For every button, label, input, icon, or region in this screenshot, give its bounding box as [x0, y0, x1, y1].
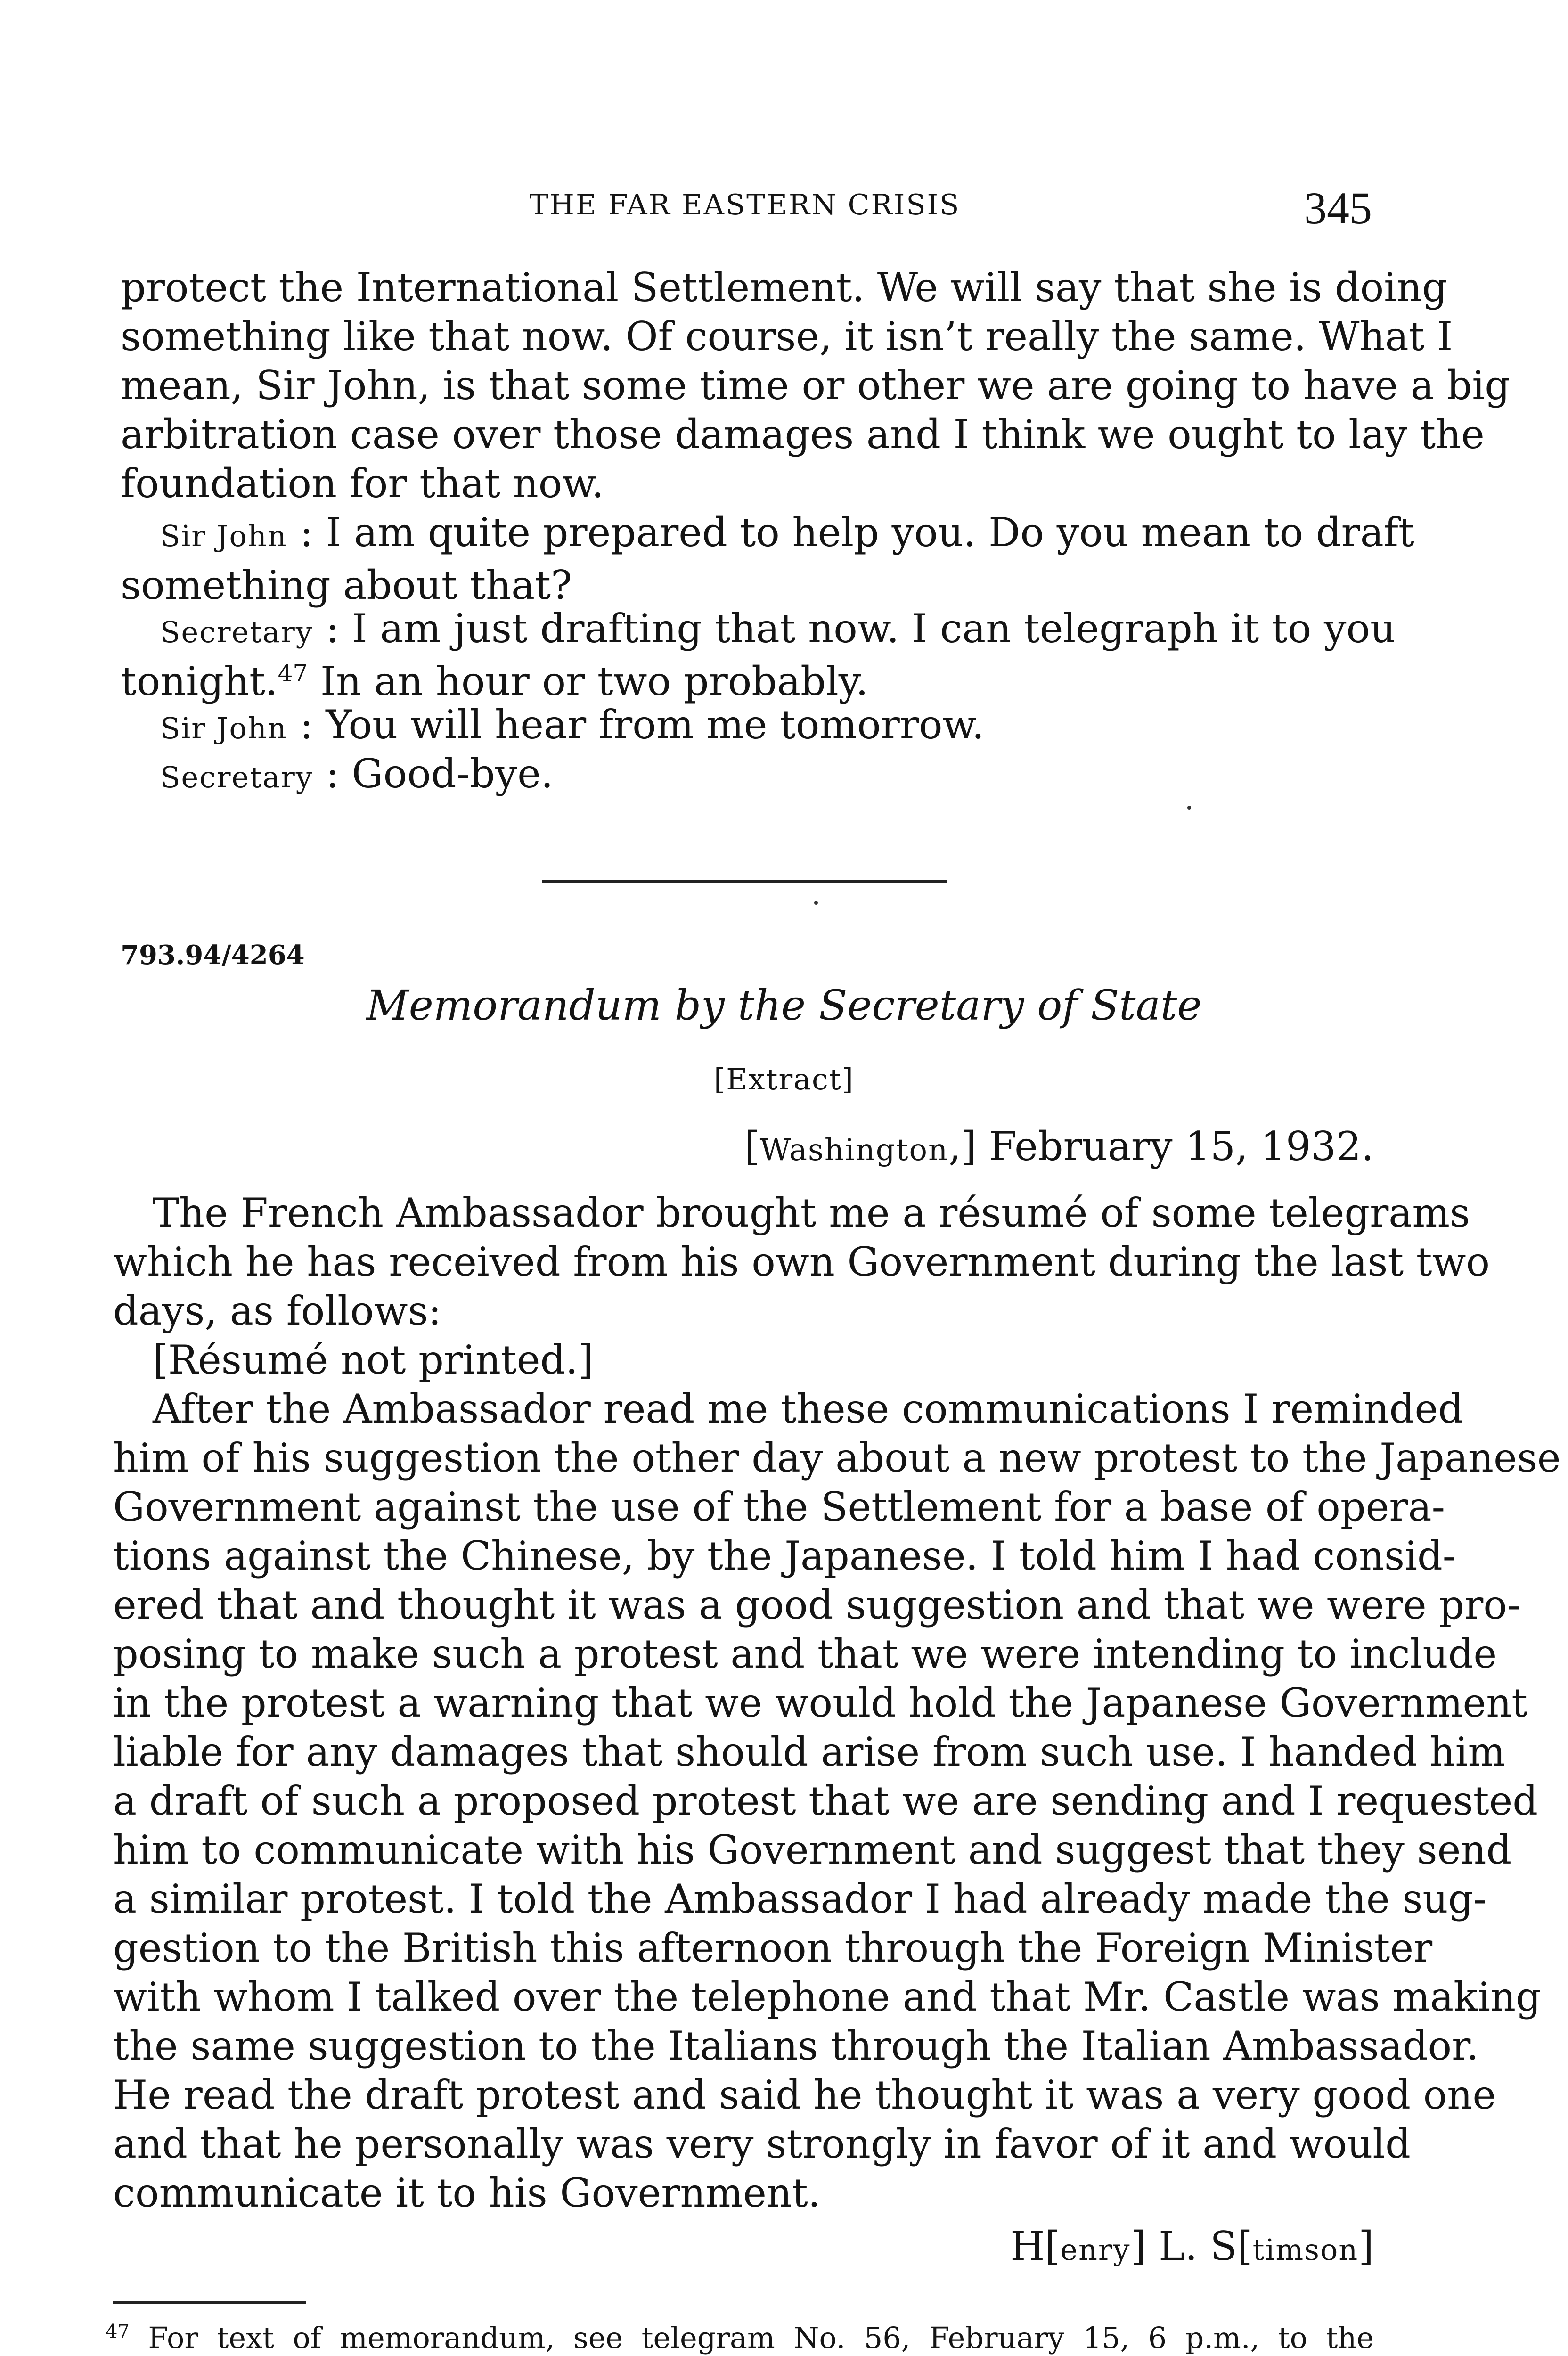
- memo-body: [113, 1188, 1561, 2217]
- text-line: something about that?: [121, 562, 572, 608]
- speech-text: In an hour or two probably.: [308, 658, 868, 704]
- speech-text: I am just drafting that now. I can telegraph it to you: [351, 605, 1396, 652]
- running-title: THE FAR EASTERN CRISIS: [529, 188, 961, 221]
- signature-initial: H: [1010, 2223, 1045, 2269]
- dialogue-entry: [121, 749, 1374, 802]
- text-line: in the protest a warning that we would hold the Japanese Government: [113, 1680, 1528, 1726]
- signature-initial: L. S: [1159, 2223, 1237, 2269]
- page-number: 345: [1304, 183, 1372, 233]
- print-speck: [1187, 806, 1191, 810]
- section-divider: [542, 880, 947, 883]
- text-line: After the Ambassador read me these communications I reminded: [153, 1386, 1463, 1432]
- speaker-name: Secretary: [160, 615, 313, 649]
- dialogue-entry: [121, 604, 1396, 706]
- text-line: tions against the Chinese, by the Japanese. I told him I had consid-: [113, 1533, 1456, 1579]
- dateline-date: February 15, 1932.: [989, 1123, 1374, 1170]
- footnote: [106, 2319, 1374, 2356]
- dialogue-entry: [121, 700, 1374, 753]
- text-line: something like that now. Of course, it isn’t really the same. What I: [121, 313, 1453, 360]
- text-line: arbitration case over those damages and I think we ought to lay the: [121, 411, 1485, 458]
- speech-text: I am quite prepared to help you. Do you mean to draft: [326, 509, 1414, 556]
- text-line: communicate it to his Government.: [113, 2170, 821, 2216]
- text-line: gestion to the British this afternoon through the Foreign Minister: [113, 1925, 1433, 1971]
- speech-text: You will hear from me tomorrow.: [326, 702, 985, 748]
- footnote-reference[interactable]: 47: [278, 660, 308, 687]
- dateline: [Washington,] February 15, 1932.: [744, 1123, 1374, 1170]
- speech-text: Good-bye.: [351, 751, 554, 797]
- text-line: ered that and thought it was a good suggestion and that we were pro-: [113, 1582, 1521, 1628]
- text-line: Sir John : I am quite prepared to help you. Do you mean to draft: [160, 509, 1414, 556]
- page-header: [118, 182, 1372, 238]
- text-line: him to communicate with his Government and suggest that they send: [113, 1827, 1512, 1873]
- text-line: Sir John : You will hear from me tomorrow.: [160, 702, 985, 748]
- text-line: protect the International Settlement. We will say that she is doing: [121, 264, 1447, 311]
- print-speck: [814, 901, 818, 905]
- text-line: The French Ambassador brought me a résumé of some telegrams: [153, 1190, 1470, 1236]
- text-line: with whom I talked over the telephone and that Mr. Castle was making: [113, 1974, 1541, 2020]
- memo-title: Memorandum by the Secretary of State: [366, 981, 1202, 1030]
- signature-expansion: timson: [1252, 2233, 1359, 2267]
- text-line: [121, 657, 1374, 706]
- text-line: liable for any damages that should arise from such use. I handed him: [113, 1729, 1506, 1775]
- speaker-name: Sir John: [160, 519, 287, 553]
- text-line: Government against the use of the Settlement for a base of opera-: [113, 1484, 1445, 1530]
- footnote-mark: 47: [106, 2321, 130, 2343]
- dateline-place: Washington: [760, 1133, 949, 1168]
- text-line: He read the draft protest and said he thought it was a very good one: [113, 2072, 1496, 2118]
- signature: H[enry] L. S[timson]: [1010, 2223, 1374, 2269]
- text-line: which he has received from his own Government during the last two: [113, 1239, 1490, 1285]
- text-line: Secretary : Good-bye.: [160, 751, 554, 797]
- footnote-text: For text of memorandum, see telegram No. 56, February 15, 6 p.m., to the: [148, 2321, 1374, 2355]
- text-line: Secretary : I am just drafting that now. I can telegraph it to you: [160, 605, 1396, 652]
- text-line: the same suggestion to the Italians through the Italian Ambassador.: [113, 2023, 1479, 2069]
- text-line: a draft of such a proposed protest that we are sending and I requested: [113, 1778, 1538, 1824]
- text-line: foundation for that now.: [121, 460, 604, 507]
- speaker-name: Sir John: [160, 711, 287, 745]
- extract-label: [Extract]: [714, 1062, 854, 1096]
- text-line: posing to make such a protest and that we were intending to include: [113, 1631, 1497, 1677]
- dialogue-entry: [121, 508, 1414, 610]
- file-number: 793.94/4264: [121, 940, 305, 971]
- signature-expansion: enry: [1060, 2233, 1131, 2267]
- text-line: and that he personally was very strongly in favor of it and would: [113, 2121, 1411, 2167]
- speech-text: tonight.: [121, 658, 278, 704]
- text-line: days, as follows:: [113, 1288, 441, 1334]
- speaker-name: Secretary: [160, 760, 313, 794]
- footnote-divider: [113, 2301, 306, 2304]
- text-line: a similar protest. I told the Ambassador I had already made the sug-: [113, 1876, 1487, 1922]
- text-line: [Résumé not printed.]: [153, 1337, 594, 1383]
- text-line: him of his suggestion the other day about a new protest to the Japanese: [113, 1435, 1561, 1481]
- opening-paragraph: [121, 263, 1510, 508]
- text-line: mean, Sir John, is that some time or other we are going to have a big: [121, 362, 1510, 409]
